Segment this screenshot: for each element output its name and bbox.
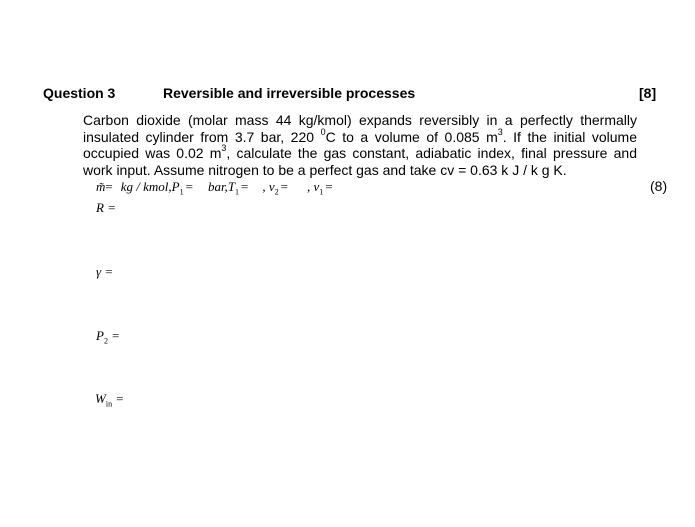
- p2-symbol: P: [96, 328, 104, 343]
- sub-question-marks: (8): [650, 178, 668, 194]
- problem-text-part: C to a volume of 0.085 m: [325, 128, 498, 145]
- equals-sign: =: [111, 328, 120, 343]
- equals-sign: =: [241, 179, 249, 194]
- equals-sign: =: [116, 391, 124, 406]
- given-values-line: [96, 179, 333, 195]
- problem-text-part: . If the initial volume occupied was 0.02 m: [83, 128, 637, 161]
- v2-symbol: , v: [262, 179, 275, 194]
- subscript: 2: [274, 187, 279, 197]
- equals-sign: =: [280, 179, 289, 194]
- subscript: 1: [179, 187, 184, 197]
- subscript: 1: [235, 187, 240, 197]
- t1-symbol: T: [227, 179, 236, 194]
- problem-statement: [83, 112, 637, 178]
- subscript: 1: [319, 187, 324, 197]
- work-input-label: [95, 391, 123, 407]
- question-number: Question 3: [43, 85, 116, 101]
- problem-text-part: , calculate the gas constant, adiabatic index, final pressure and work input. Assume nitrogen to be a perfect gas and take cv = 0.63 k J / k g K.: [83, 145, 637, 178]
- p1-units: bar,: [207, 179, 228, 194]
- superscript: 3: [221, 143, 227, 154]
- adiabatic-index-label: γ =: [96, 264, 114, 279]
- subscript: 2: [103, 336, 108, 346]
- molar-mass-symbol: m̃: [96, 179, 106, 194]
- subscript: in: [105, 399, 113, 409]
- win-symbol: W: [95, 391, 106, 406]
- equals-sign: =: [105, 179, 113, 194]
- molar-mass-units: kg / kmol,: [120, 179, 172, 194]
- equals-sign: =: [185, 179, 193, 194]
- equals-sign: =: [325, 179, 333, 194]
- question-marks: [8]: [639, 85, 657, 101]
- superscript: 0: [320, 126, 326, 137]
- gas-constant-label: R =: [96, 200, 116, 215]
- question-title: Reversible and irreversible processes: [163, 85, 416, 101]
- p1-symbol: P: [171, 179, 180, 194]
- v1-symbol: , v: [307, 179, 320, 194]
- final-pressure-label: [96, 328, 119, 344]
- problem-text-part: Carbon dioxide (molar mass 44 kg/kmol) expands reversibly in a perfectly thermally insulated cylinder from 3.7 bar, 220: [83, 112, 637, 145]
- superscript: 3: [497, 126, 503, 137]
